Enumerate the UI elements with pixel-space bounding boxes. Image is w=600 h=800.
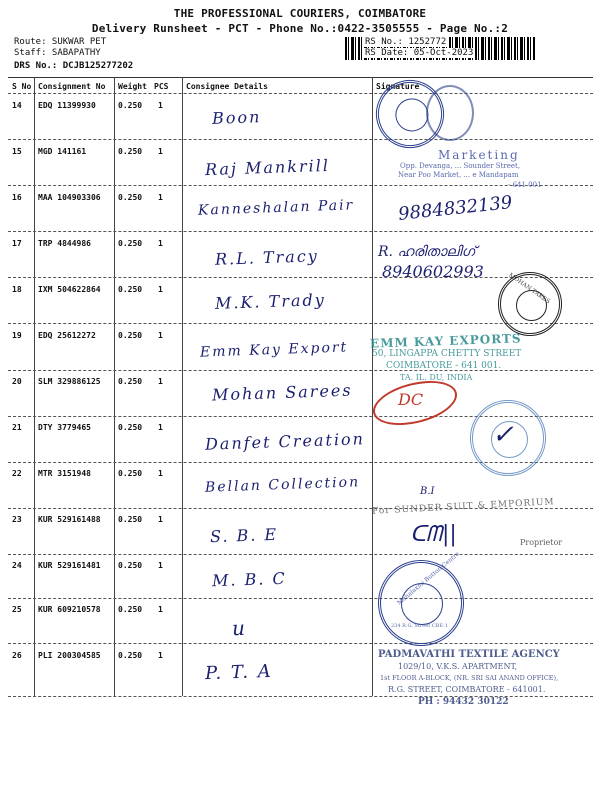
round-seal-stamp: MOHAN TAKES (498, 272, 562, 336)
row-sno: 22 (12, 469, 22, 478)
stamp-text: Opp. Devanga, ... Sounder Street, (400, 162, 521, 170)
row-weight: 0.250 (118, 605, 143, 614)
stamp-text: PH : 94432 30122 (418, 697, 509, 707)
stamp-text: Proprietor (520, 538, 563, 547)
row-consignment: MAA 104903306 (38, 193, 101, 202)
row-weight: 0.250 (118, 423, 143, 432)
stamp-text: Near Poo Market, ... e Mandapam (398, 171, 519, 179)
col-header-signature: Signature (376, 82, 420, 91)
drs-number: DRS No.: DCJB125277202 (14, 61, 134, 71)
row-separator (8, 643, 593, 644)
row-weight: 0.250 (118, 469, 143, 478)
row-consignment: DTY 3779465 (38, 423, 91, 432)
row-sno: 15 (12, 147, 22, 156)
row-sno: 21 (12, 423, 22, 432)
stamp-text: PADMAVATHI TEXTILE AGENCY (378, 649, 560, 660)
runsheet-subtitle: Delivery Runsheet - PCT - Phone No.:0422-3505555 - Page No.:2 (91, 22, 509, 35)
signature-scribble: B.I (420, 486, 435, 497)
stamp-text: 50, LINGAPPA CHETTY STREET (372, 349, 522, 359)
row-separator (8, 277, 593, 278)
row-sno: 19 (12, 331, 22, 340)
row-consignee-handwritten: Bellan Collection (204, 474, 361, 496)
row-pcs: 1 (158, 605, 163, 614)
col-divider (114, 77, 115, 696)
route-label: Route: SUKWAR PET (14, 37, 107, 47)
row-sno: 16 (12, 193, 22, 202)
signature-scribble: ᑕᗰ|| (410, 522, 457, 547)
stamp-text: TA. IL. DU, INDIA (400, 373, 473, 382)
row-consignee-handwritten: Danfet Creation (204, 429, 366, 454)
row-consignee-handwritten: S. B. E (209, 524, 279, 547)
row-weight: 0.250 (118, 515, 143, 524)
row-weight: 0.250 (118, 193, 143, 202)
row-pcs: 1 (158, 193, 163, 202)
row-consignment: KUR 609210578 (38, 605, 101, 614)
row-consignee-handwritten: Raj Mankrill (204, 155, 331, 180)
row-separator (8, 185, 593, 186)
row-pcs: 1 (158, 515, 163, 524)
row-consignee-handwritten: M. B. C (211, 568, 288, 591)
row-consignee-handwritten: M.K. Trady (214, 290, 327, 313)
row-consignment: IXM 504622864 (38, 285, 101, 294)
stamp-text: COIMBATORE - 641 001. (386, 361, 502, 371)
stamp-text: - 641 001 (508, 181, 542, 189)
row-pcs: 1 (158, 239, 163, 248)
col-header-sno: S No (12, 82, 32, 91)
row-consignment: KUR 529161488 (38, 515, 101, 524)
row-consignment: KUR 529161481 (38, 561, 101, 570)
row-pcs: 1 (158, 423, 163, 432)
row-weight: 0.250 (118, 331, 143, 340)
row-consignment: MGD 141161 (38, 147, 87, 156)
col-header-weight: Weight (118, 82, 147, 91)
row-pcs: 1 (158, 469, 163, 478)
row-sno: 20 (12, 377, 22, 386)
row-weight: 0.250 (118, 561, 143, 570)
row-weight: 0.250 (118, 377, 143, 386)
row-weight: 0.250 (118, 101, 143, 110)
rs-number: RS No.: 1252772 (365, 37, 447, 47)
row-consignee-handwritten: Emm Kay Export (199, 339, 349, 361)
row-sno: 18 (12, 285, 22, 294)
row-pcs: 1 (158, 147, 163, 156)
row-consignee-handwritten: Boon (211, 107, 262, 128)
rs-date: RS Date: 05-Oct-2023 (365, 48, 474, 58)
row-separator (8, 370, 593, 371)
stamp-text: 1029/10, V.K.S. APARTMENT, (398, 662, 518, 671)
row-pcs: 1 (158, 331, 163, 340)
col-header-pcs: PCS (154, 82, 169, 91)
row-consignment: EDQ 11399930 (38, 101, 96, 110)
row-pcs: 1 (158, 561, 163, 570)
row-consignee-handwritten: R.L. Tracy (214, 246, 320, 269)
row-sno: 17 (12, 239, 22, 248)
table-top-rule (8, 77, 593, 78)
row-consignee-handwritten: Kanneshalan Pair (197, 197, 355, 219)
row-pcs: 1 (158, 651, 163, 660)
header-rule (8, 93, 593, 94)
signature-scribble: R. ഹരിതാലിഗ് (378, 244, 476, 260)
row-separator (8, 231, 593, 232)
row-consignee-handwritten: P. T. A (204, 660, 274, 685)
stamp-text: Marketing (438, 148, 520, 162)
row-pcs: 1 (158, 377, 163, 386)
row-separator (8, 598, 593, 599)
row-weight: 0.250 (118, 651, 143, 660)
row-consignee-handwritten: Mohan Sarees (211, 380, 353, 405)
signature-scribble: ✓ (492, 420, 514, 450)
round-seal-stamp (426, 85, 474, 141)
stamp-text: For SUNDER SUIT & EMPORIUM (371, 497, 555, 517)
row-pcs: 1 (158, 285, 163, 294)
row-consignment: EDQ 25612272 (38, 331, 96, 340)
round-seal-stamp: Mahalaxmi Button Centre 234 R.G. Street CBE-1 (378, 560, 464, 646)
col-divider (182, 77, 183, 696)
row-sno: 25 (12, 605, 22, 614)
row-consignment: MTR 3151948 (38, 469, 91, 478)
row-sno: 23 (12, 515, 22, 524)
signature-phone: 9884832139 (397, 192, 514, 225)
row-weight: 0.250 (118, 285, 143, 294)
company-title: THE PROFESSIONAL COURIERS, COIMBATORE (173, 7, 427, 20)
signature-initials: DC (398, 390, 424, 409)
row-sno: 26 (12, 651, 22, 660)
row-sno: 24 (12, 561, 22, 570)
row-consignment: SLM 329886125 (38, 377, 101, 386)
row-consignment: TRP 4844986 (38, 239, 91, 248)
col-header-consignment: Consignment No (38, 82, 106, 91)
row-pcs: 1 (158, 101, 163, 110)
staff-label: Staff: SABAPATHY (14, 48, 101, 58)
stamp-text: EMM KAY EXPORTS (369, 331, 522, 351)
col-header-consignee: Consignee Details (186, 82, 268, 91)
row-weight: 0.250 (118, 239, 143, 248)
row-consignment: PLI 200304585 (38, 651, 101, 660)
stamp-text: R.G. STREET, COIMBATORE - 641001. (388, 685, 546, 694)
col-divider (34, 77, 35, 696)
row-separator (8, 139, 593, 140)
row-weight: 0.250 (118, 147, 143, 156)
col-divider (372, 77, 373, 696)
row-sno: 14 (12, 101, 22, 110)
stamp-text: 1st FLOOR A-BLOCK, (NR. SRI SAI ANAND OFFICE), (380, 674, 559, 682)
row-consignee-handwritten: u (231, 615, 248, 641)
row-separator (8, 554, 593, 555)
signature-phone: 8940602993 (382, 262, 484, 281)
